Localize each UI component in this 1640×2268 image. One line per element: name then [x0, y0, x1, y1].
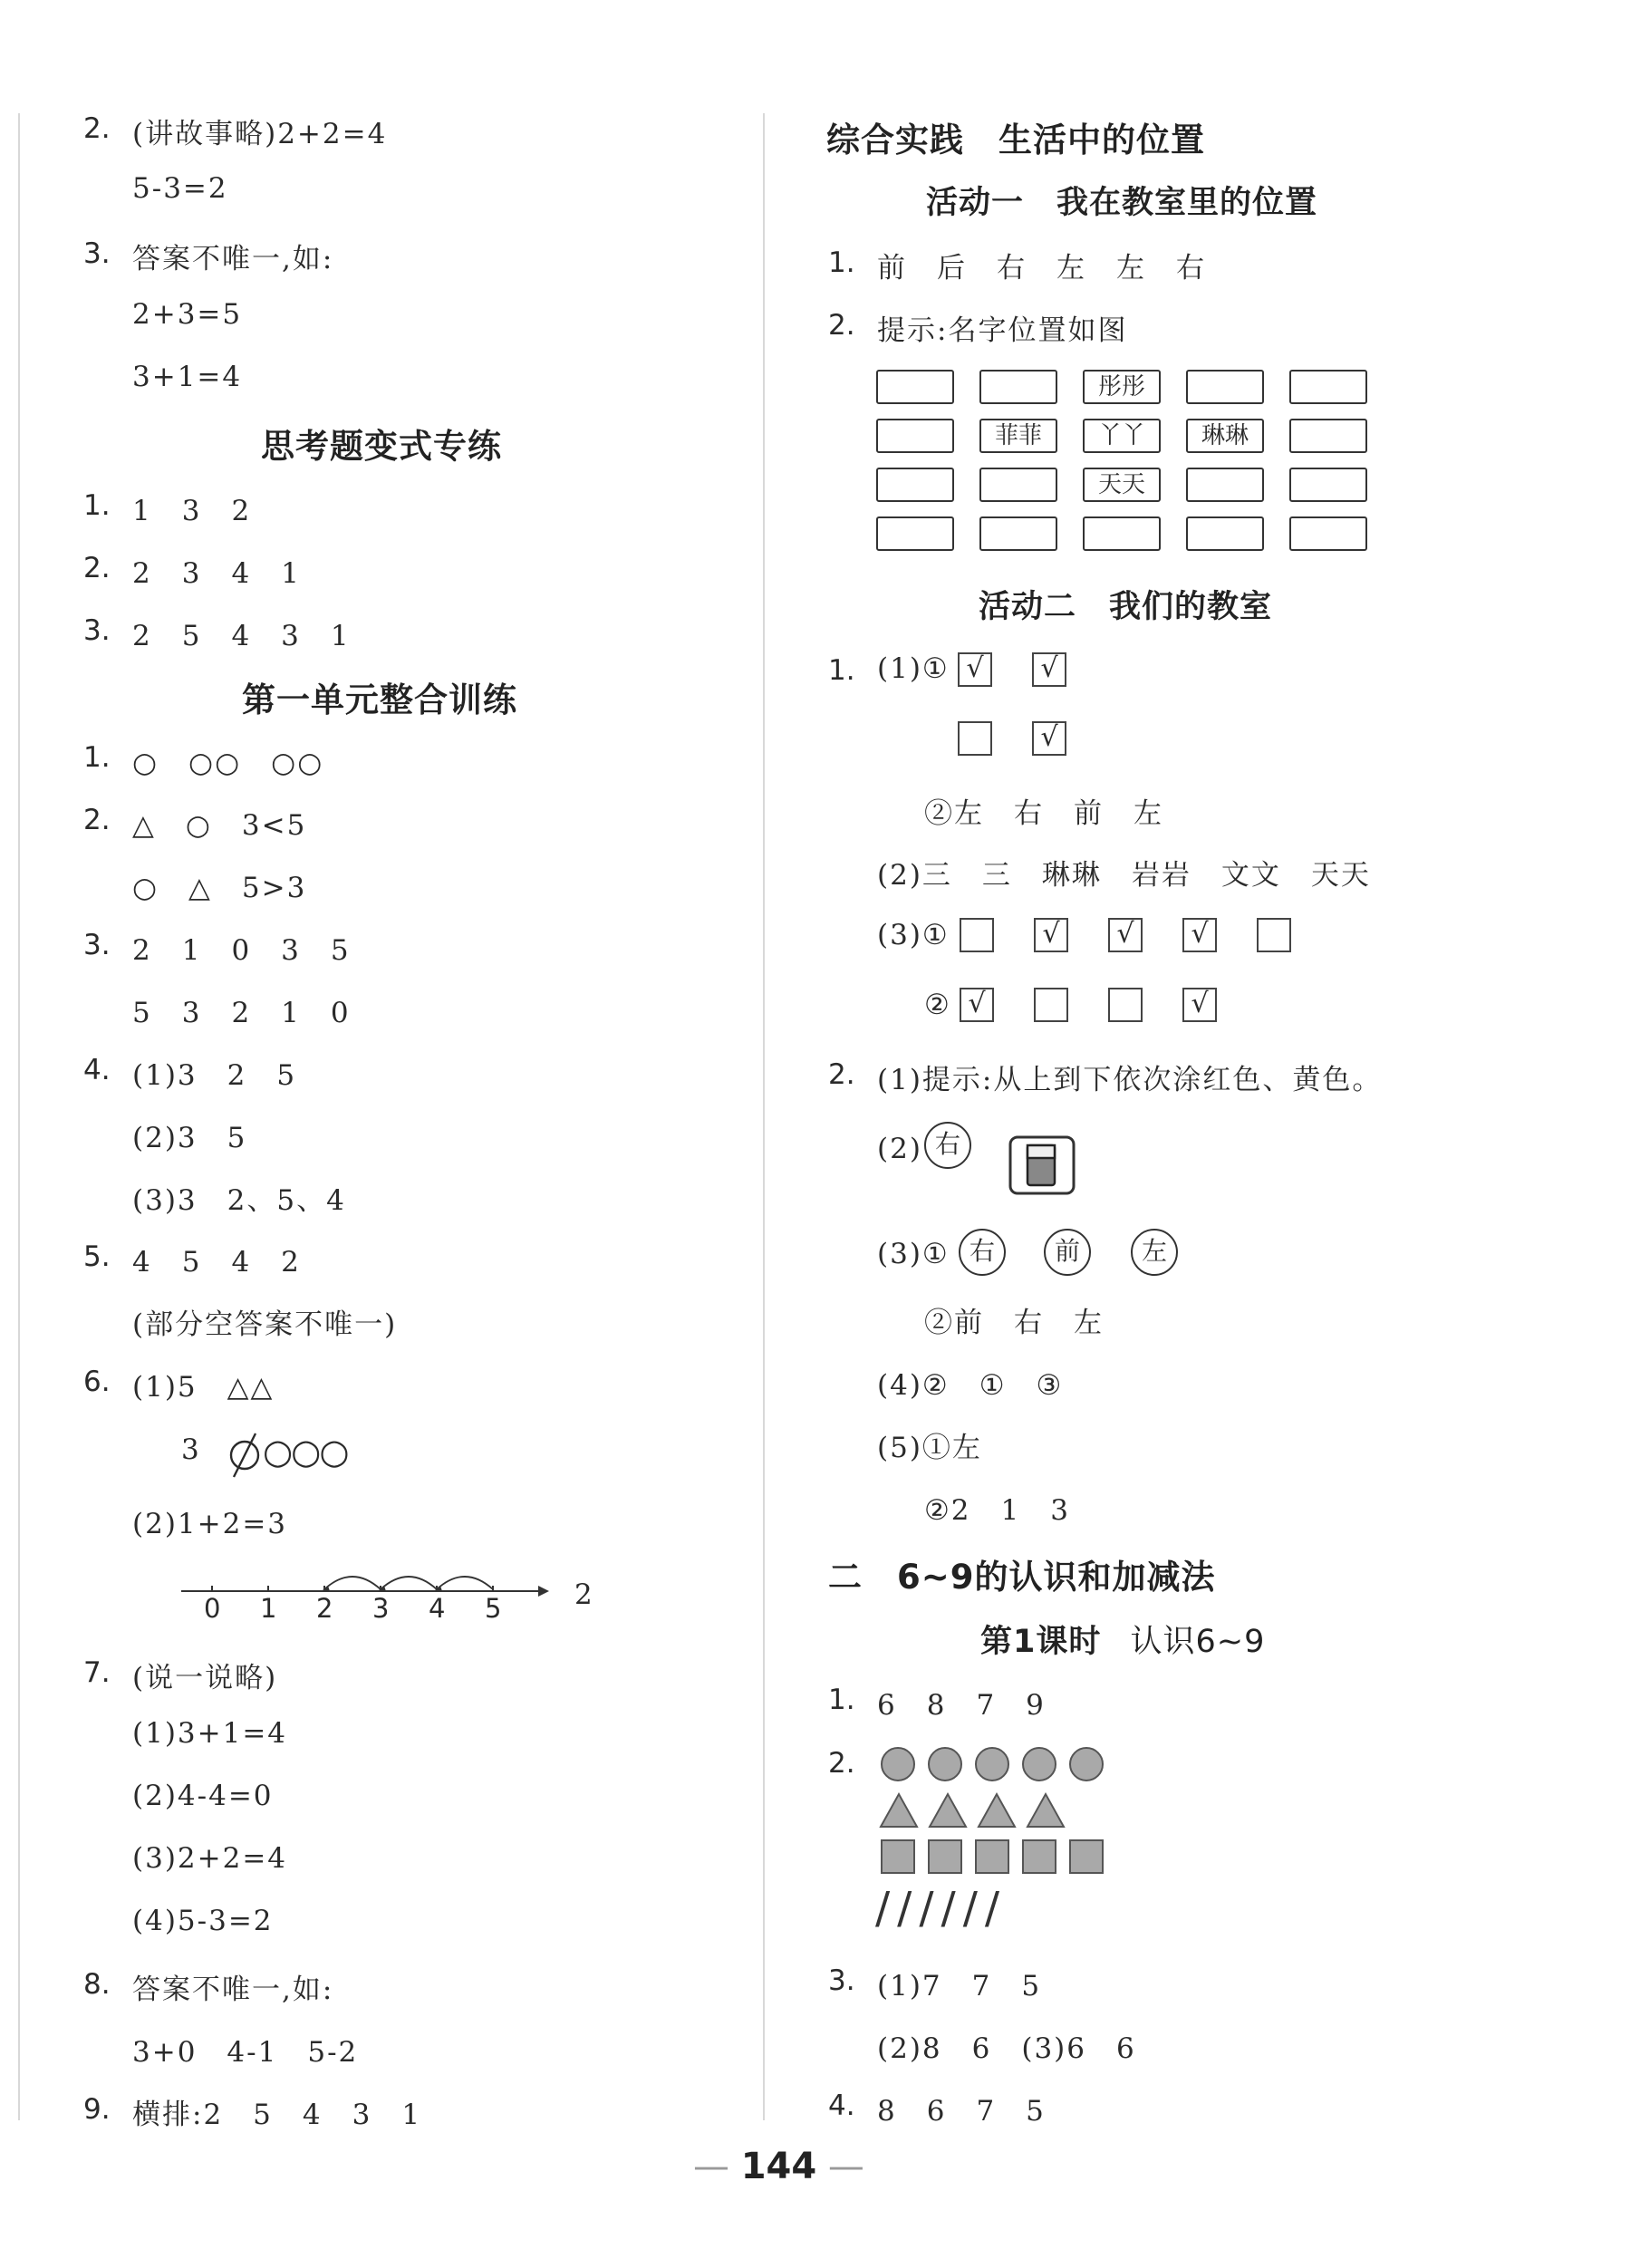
item-number: 2. — [828, 309, 855, 342]
item-text: 提示:名字位置如图 — [877, 314, 1128, 347]
seat-box — [876, 419, 954, 453]
item-number: 4. — [828, 2089, 855, 2122]
circled-answer: 左 — [1131, 1229, 1178, 1276]
item-number: 3. — [828, 1964, 855, 1997]
section-heading: 第一单元整合训练 — [242, 680, 517, 719]
item-number: 6. — [83, 1366, 111, 1398]
chapter-heading: 二 6~9的认识和加减法 — [828, 1558, 1216, 1597]
tick-label: 4 — [429, 1593, 446, 1624]
item-text: 3+0 4-1 5-2 — [132, 2036, 359, 2069]
item-text: (1)提示:从上到下依次涂红色、黄色。 — [877, 1064, 1383, 1096]
item-text: △ ○ 3<5 — [132, 809, 307, 842]
item-text: (2) — [877, 1133, 922, 1165]
item-number: 2. — [828, 1058, 855, 1091]
checkbox-checked: √ — [958, 652, 992, 687]
seat-box: 丫丫 — [1083, 419, 1161, 453]
item-text: ○ ○○ ○○ — [132, 747, 324, 779]
item-text: ②左 右 前 左 — [924, 797, 1163, 830]
activity-heading-text: 活动一 我在教室里的位置 — [926, 185, 1318, 221]
checkbox-empty — [1257, 918, 1291, 952]
item-text: 5-3=2 — [132, 172, 228, 205]
circle-shape — [1069, 1747, 1104, 1781]
item-text: (4)② ① ③ — [877, 1369, 1064, 1402]
item-text: (1)3+1=4 — [132, 1717, 288, 1750]
dash-left: — — [693, 2146, 741, 2187]
item-number: 1. — [83, 741, 111, 774]
item-text: 2 3 4 1 — [132, 557, 301, 590]
seat-box — [979, 516, 1057, 551]
item-text: (2)8 6 (3)6 6 — [877, 2032, 1136, 2065]
item-text: (3)① — [877, 1238, 950, 1270]
item-text: 4 5 4 2 — [132, 1246, 301, 1279]
item-text: 3+1=4 — [132, 361, 243, 393]
item-number: 2. — [83, 112, 111, 145]
item-text: ②2 1 3 — [924, 1494, 1070, 1527]
section-title: 综合实践 生活中的位置 — [826, 121, 1205, 159]
item-text: 前 后 右 左 左 右 — [877, 252, 1206, 285]
seat-box — [979, 468, 1057, 502]
seat-box: 菲菲 — [979, 419, 1057, 453]
square-shape — [1069, 1839, 1104, 1874]
seat-box — [1186, 468, 1264, 502]
seat-box — [1186, 516, 1264, 551]
circle-shape — [928, 1747, 962, 1781]
item-number: 9. — [83, 2093, 111, 2126]
seat-box — [1186, 370, 1264, 404]
item-text: 2 1 0 3 5 — [132, 934, 351, 967]
circled-answer: 前 — [1044, 1229, 1091, 1276]
item-text: (2)三 三 琳琳 岩岩 文文 天天 — [877, 859, 1371, 892]
lesson-title: 认识6~9 — [1130, 1624, 1266, 1660]
item-number: 3. — [83, 237, 111, 270]
dash-right: — — [816, 2146, 864, 2187]
checkbox-checked: √ — [1182, 988, 1217, 1022]
item-text: (3)3 2、5、4 — [132, 1184, 346, 1217]
item-text: 2+3=5 — [132, 298, 243, 331]
item-text: ② — [924, 989, 951, 1021]
item-number: 3. — [83, 929, 111, 961]
item-text: 2 5 4 3 1 — [132, 620, 351, 652]
item-number: 8. — [83, 1968, 111, 2001]
item-text: (2)1+2=3 — [132, 1508, 288, 1540]
square-shape — [975, 1839, 1009, 1874]
item-text: 1 3 2 — [132, 495, 252, 527]
seat-box — [1289, 516, 1367, 551]
checkbox-empty — [1108, 988, 1143, 1022]
item-text: (1)7 7 5 — [877, 1970, 1042, 2003]
item-text: 8 6 7 5 — [877, 2095, 1046, 2128]
tick-label: 1 — [260, 1593, 277, 1624]
seat-box: 天天 — [1083, 468, 1161, 502]
eraser-icon — [1008, 1134, 1076, 1196]
seat-box — [1083, 516, 1161, 551]
seat-box — [1289, 370, 1367, 404]
item-text: 答案不唯一,如: — [132, 243, 334, 275]
item-text: (2)4-4=0 — [132, 1780, 274, 1812]
activity-heading — [926, 178, 1317, 223]
item-text: (部分空答案不唯一) — [132, 1308, 398, 1341]
item-text: (讲故事略)2+2=4 — [132, 118, 388, 150]
item-text: (5)①左 — [877, 1432, 982, 1464]
activity-heading-text: 活动二 我们的教室 — [979, 589, 1273, 625]
item-text: 横排:2 5 4 3 1 — [132, 2099, 422, 2131]
circled-answer: 右 — [959, 1229, 1006, 1276]
item-number: 7. — [83, 1656, 111, 1689]
seat-box — [876, 370, 954, 404]
item-text: 答案不唯一,如: — [132, 1974, 334, 2006]
square-shape — [1022, 1839, 1056, 1874]
activity-heading — [979, 582, 1272, 627]
checkbox-checked: √ — [960, 988, 994, 1022]
item-number: 5. — [83, 1240, 111, 1273]
checkbox-empty — [958, 721, 992, 756]
checkbox-checked: √ — [1108, 918, 1143, 952]
checkbox-checked: √ — [1032, 721, 1066, 756]
item-text: (1)3 2 5 — [132, 1059, 297, 1092]
checkbox-checked: √ — [1182, 918, 1217, 952]
q6-count: 3 — [181, 1433, 201, 1466]
square-shape — [928, 1839, 962, 1874]
seat-box — [1289, 419, 1367, 453]
item-text: (4)5-3=2 — [132, 1905, 274, 1937]
lesson-heading — [980, 1617, 1265, 1662]
seat-box: 彤彤 — [1083, 370, 1161, 404]
seat-box: 琳琳 — [1186, 419, 1264, 453]
numberline-answer: 2 — [574, 1578, 594, 1611]
checkbox-checked: √ — [1032, 652, 1066, 687]
checkbox-checked: √ — [1034, 918, 1068, 952]
checkbox-empty — [960, 918, 994, 952]
item-text: 6 8 7 9 — [877, 1689, 1046, 1722]
item-number: 2. — [828, 1747, 855, 1780]
item-number: 1. — [828, 654, 855, 687]
circle-shape — [975, 1747, 1009, 1781]
lesson-number: 第1课时 — [980, 1624, 1102, 1660]
seat-box — [1289, 468, 1367, 502]
item-text: (3)2+2=4 — [132, 1842, 288, 1875]
item-number: 3. — [83, 614, 111, 647]
item-number: 1. — [828, 1684, 855, 1716]
seat-box — [979, 370, 1057, 404]
left-margin-rule — [18, 113, 20, 2120]
item-number: 2. — [83, 804, 111, 836]
item-text: ②前 右 左 — [924, 1307, 1104, 1339]
item-text: 5 3 2 1 0 — [132, 997, 351, 1029]
triangle-row — [877, 1790, 1076, 1830]
item-text: (1)5 △△ — [132, 1371, 275, 1404]
crossed-circle-icon — [225, 1430, 268, 1481]
seat-box — [876, 468, 954, 502]
item-number: 1. — [83, 489, 111, 522]
item-text: (说一说略) — [132, 1662, 278, 1694]
item-text: (2)3 5 — [132, 1122, 247, 1154]
circle-shape — [1022, 1747, 1056, 1781]
item-number: 2. — [83, 552, 111, 584]
circled-answer: 右 — [924, 1122, 971, 1169]
q6-circles: ○○○ — [263, 1432, 348, 1472]
section-heading: 思考题变式专练 — [261, 427, 502, 466]
tick-label: 5 — [485, 1593, 502, 1624]
item-text: (1)① — [877, 652, 950, 685]
tick-label: 2 — [316, 1593, 333, 1624]
item-text: ○ △ 5>3 — [132, 872, 307, 904]
tick-label: 3 — [372, 1593, 390, 1624]
page-number-value: 144 — [740, 2146, 817, 2187]
seat-box — [876, 516, 954, 551]
stick-row: ////// — [875, 1883, 1008, 1934]
circle-shape — [881, 1747, 915, 1781]
square-shape — [881, 1839, 915, 1874]
item-text: (3)① — [877, 919, 950, 951]
item-number: 4. — [83, 1054, 111, 1086]
checkbox-empty — [1034, 988, 1068, 1022]
page-number — [693, 2146, 864, 2187]
item-number: 1. — [828, 246, 855, 279]
tick-label: 0 — [204, 1593, 221, 1624]
column-divider — [763, 113, 765, 2120]
